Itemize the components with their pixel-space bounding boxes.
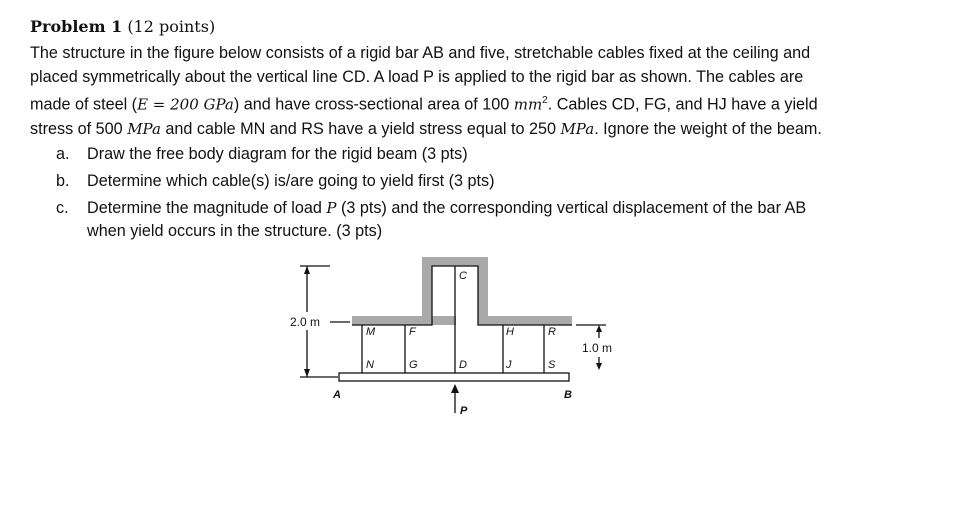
- ceiling-support-post-left: [422, 257, 432, 325]
- dim-left-label: 2.0 m: [290, 315, 321, 329]
- ceiling-support-left: [352, 316, 456, 325]
- part-text: when yield occurs in the structure. (3 pts): [87, 222, 383, 240]
- label-d: D: [459, 359, 467, 371]
- label-r: R: [548, 326, 556, 338]
- dim-right-arrow-bottom: [596, 363, 602, 370]
- ceiling-support-post-right: [478, 257, 488, 325]
- ceiling-support-right: [488, 316, 572, 325]
- part-text: Determine which cable(s) is/are going to yield first (3 pts): [87, 172, 495, 190]
- statement-line-4: stress of 500 MPa and cable MN and RS have a yield stress equal to 250 MPa. Ignore the weight of the beam.: [30, 120, 822, 138]
- label-c: C: [459, 270, 467, 282]
- label-j: J: [506, 359, 512, 371]
- modulus-expression: E = 200 GPa: [137, 95, 234, 114]
- problem-title: Problem 1: [30, 17, 123, 36]
- label-h: H: [506, 326, 514, 338]
- label-n: N: [366, 359, 374, 371]
- label-b: B: [564, 389, 572, 401]
- stress-unit-2: MPa: [560, 120, 595, 138]
- label-a: A: [333, 389, 341, 401]
- part-label: c.: [56, 199, 69, 217]
- part-label: a.: [56, 145, 70, 163]
- statement-line-3: made of steel (E = 200 GPa) and have cross-sectional area of 100 $mm^2$. Cables CD, FG, and HJ have a yield: [30, 95, 818, 114]
- statement-line-2: placed symmetrically about the vertical line CD. A load P is applied to the rigid bar as shown. The cables are: [30, 68, 804, 87]
- load-p-arrowhead: [451, 384, 459, 393]
- statement-line-1: The structure in the figure below consists of a rigid bar AB and five, stretchable cables fixed at the ceiling and: [30, 44, 811, 62]
- part-text: Draw the free body diagram for the rigid beam (3 pts): [87, 145, 468, 163]
- label-s: S: [548, 359, 556, 371]
- stress-unit-1: MPa: [127, 120, 161, 138]
- part-label: b.: [56, 172, 70, 190]
- dim-left-arrow-bottom: [304, 369, 310, 377]
- dim-right-arrow-top: [596, 325, 602, 332]
- problem-points: (12 points): [127, 17, 216, 36]
- label-p: P: [460, 405, 468, 417]
- label-g: G: [409, 359, 418, 371]
- dim-right-label: 1.0 m: [582, 341, 613, 355]
- label-f: F: [409, 326, 416, 338]
- dim-left-arrow-top: [304, 266, 310, 274]
- label-m: M: [366, 326, 376, 338]
- rigid-bar-ab: [339, 373, 569, 381]
- part-text: Determine the magnitude of load P (3 pts) and the corresponding vertical displacement of the bar AB: [87, 199, 807, 217]
- area-unit: mm: [513, 95, 543, 114]
